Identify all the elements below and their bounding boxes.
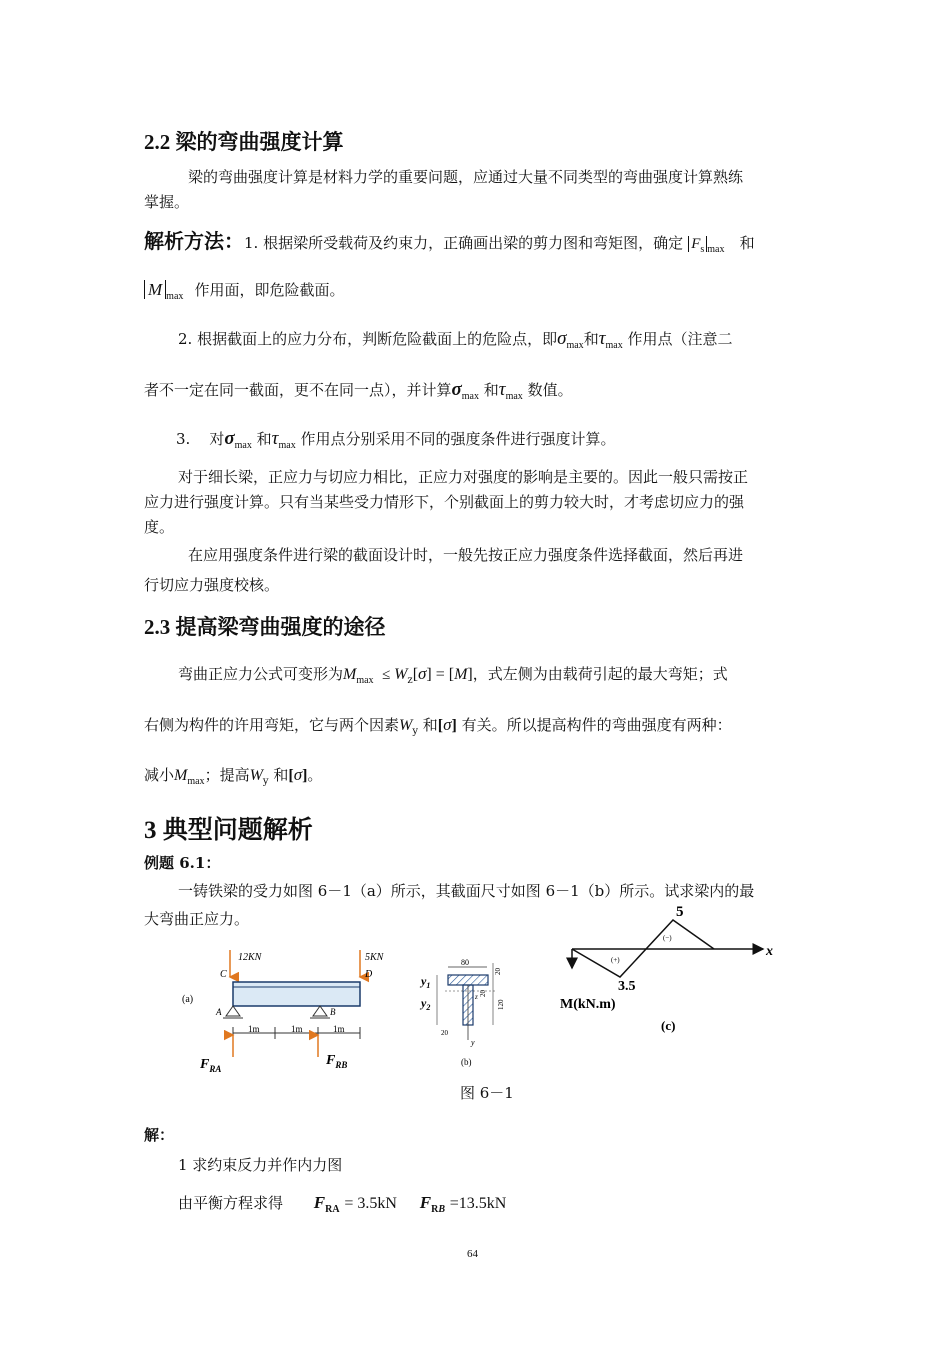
method-step-1-text: 1. 根据梁所受载荷及约束力，正确画出梁的剪力图和弯矩图，确定	[244, 234, 684, 252]
sec23-line-2: 右侧为构件的许用弯矩，它与两个因素$W_y$ 和[σ] 有关。所以提高构件的弯曲强度有两种：	[144, 715, 732, 737]
t-section-diagram	[415, 955, 515, 1070]
support-a	[226, 1006, 240, 1016]
point-d: D	[365, 969, 373, 980]
para-1-line-2: 应力进行强度计算。只有当某些受力情形下，个别截面上的剪力较大时，才考虑切应力的强	[144, 493, 745, 511]
step-1: 1 求约束反力并作内力图	[178, 1156, 343, 1174]
load-12kn-label: 12KN	[238, 952, 262, 963]
beam-body	[233, 982, 360, 1006]
method-line-2: M $_{max}$ 作用面，即危险截面。	[144, 277, 345, 303]
para-1-line-1: 对于细长梁，正应力与切应力相比，正应力对强度的影响是主要的。因此一般只需按正	[178, 468, 749, 486]
point-b: B	[330, 1007, 336, 1017]
span-1: 1m	[248, 1024, 260, 1034]
method-step-2-line-1: 2. 根据截面上的应力分布，判断危险截面上的危险点，即$\sigma_{max}$和$\tau_{max}$ 作用点（注意二	[178, 328, 733, 351]
axis-z: z	[475, 993, 478, 1001]
section-2-3-title: 2.3 提高梁弯曲强度的途径	[144, 615, 386, 639]
dim-120: 120	[497, 999, 505, 1010]
moment-max-value: 5	[676, 904, 684, 920]
t-flange	[448, 975, 488, 985]
page-number: 64	[467, 1248, 478, 1260]
method-label: 解析方法：	[144, 229, 244, 253]
shear-abs: $F_s$	[688, 236, 707, 252]
frb-label: $F_{RB}$	[326, 1053, 348, 1070]
label-a: (a)	[182, 994, 194, 1005]
sign-minus: (−)	[663, 934, 672, 942]
span-2: 1m	[291, 1024, 303, 1034]
intro-line-2: 掌握。	[144, 193, 190, 211]
para-2-line-2: 行切应力强度校核。	[144, 576, 280, 594]
point-c: C	[220, 969, 227, 980]
moment-neg-value: 3.5	[618, 979, 636, 994]
fra-equation: = 3.5kN	[344, 1195, 397, 1212]
intro-line-1: 梁的弯曲强度计算是材料力学的重要问题，应通过大量不同类型的弯曲强度计算熟练	[188, 168, 744, 186]
x-axis-label: x	[766, 944, 773, 959]
method-step-3: 3. 对$\sigma_{max}$ 和$\tau_{max}$ 作用点分别采用不同的强度条件进行强度计算。	[176, 428, 616, 451]
para-1-line-3: 度。	[144, 518, 175, 536]
section-3-title: 3 典型问题解析	[144, 817, 313, 844]
label-c: (c)	[661, 1018, 676, 1033]
section-2-2-title: 2.2 梁的弯曲强度计算	[144, 130, 344, 154]
support-b	[313, 1006, 327, 1016]
method-line-1: 解析方法：1. 根据梁所受载荷及约束力，正确画出梁的剪力图和弯矩图，确定 $F_s$ $_{max}$ 和	[144, 229, 755, 255]
frb-equation: =13.5kN	[449, 1195, 507, 1212]
m-axis-label: M(kN.m)	[560, 997, 616, 1012]
solution-label: 解：	[144, 1126, 175, 1144]
sec23-line-3: 减小$M_{max}$；提高$W_y$ 和[σ]。	[144, 765, 323, 787]
equilibrium-line: 由平衡方程求得 $F_{RA} = 3.5kN$ $F_{RB} =13.5kN$	[178, 1193, 507, 1215]
method-step-1-end: 作用面，即危险截面。	[194, 281, 345, 299]
method-step-1-and: 和	[739, 234, 755, 252]
fra-label: $F_{RA}$	[200, 1057, 222, 1074]
sec23-line-1: 弯曲正应力公式可变形为$M_{max} \le W_z[\sigma] = [M]$，式左侧为由载荷引起的最大弯矩；式	[178, 664, 728, 686]
axis-y: y	[471, 1038, 475, 1047]
span-3: 1m	[333, 1024, 345, 1034]
y1-label: $y_1$	[421, 974, 431, 990]
sign-plus: (+)	[611, 956, 620, 964]
dim-20-bottom: 20	[441, 1029, 448, 1037]
point-a: A	[216, 1007, 222, 1017]
moment-diagram	[558, 900, 788, 1035]
example-label: 例题 6.1：	[144, 854, 221, 872]
load-5kn-label: 5KN	[365, 952, 384, 963]
beam-diagram	[180, 945, 410, 1075]
dim-20-mid: 20	[479, 990, 487, 997]
dim-80: 80	[461, 958, 469, 967]
y2-label: $y_2$	[421, 996, 431, 1012]
figure-caption: 图 6－1	[460, 1084, 514, 1102]
dim-20-top: 20	[494, 968, 502, 975]
question-line-2: 大弯曲正应力。	[144, 910, 250, 928]
method-step-2-line-2: 者不一定在同一截面，更不在同一点），并计算$\sigma_{max}$ 和$\tau_{max}$ 数值。	[144, 379, 573, 402]
label-b: (b)	[461, 1057, 472, 1067]
question-line-1: 一铸铁梁的受力如图 6－1（a）所示，其截面尺寸如图 6－1（b）所示。试求梁内的最	[178, 882, 755, 900]
para-2-line-1: 在应用强度条件进行梁的截面设计时，一般先按正应力强度条件选择截面，然后再进	[188, 546, 744, 564]
moment-abs: M	[144, 280, 166, 299]
